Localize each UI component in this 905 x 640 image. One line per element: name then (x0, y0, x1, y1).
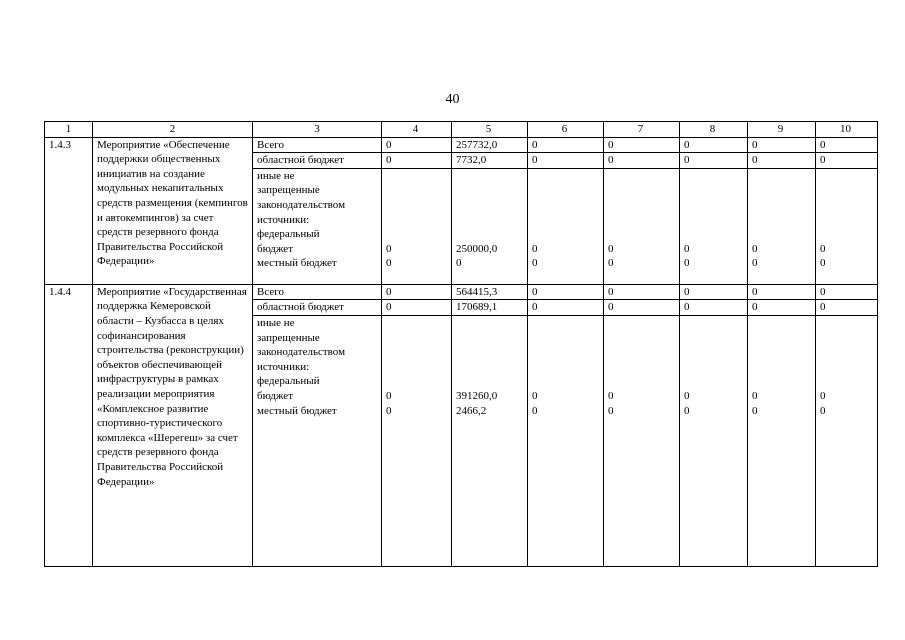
value-stack: 0 0 (604, 168, 680, 284)
budget-table (44, 121, 878, 567)
header-cell: 9 (748, 122, 816, 138)
value-cell: 0 (382, 137, 452, 153)
header-cell: 3 (253, 122, 382, 138)
value-stack: 0 0 (604, 315, 680, 566)
value-stack: 391260,0 2466,2 (452, 315, 528, 566)
header-cell: 5 (452, 122, 528, 138)
row-description: Мероприятие «Государственная поддержка Кемеровской области – Кузбасса в целях софинансирования строительства (реконструкции) объектов обеспечивающей инфраструктуры в рамках реализации мероприятия «Комплексное развитие спортивно-туристического комплекса «Шерегеш» за счет средств резервного фонда Правительства Российской Федерации» (93, 284, 253, 566)
source-regional: областной бюджет (253, 153, 382, 169)
value-cell: 170689,1 (452, 300, 528, 316)
value-cell: 0 (680, 153, 748, 169)
value-cell: 0 (528, 137, 604, 153)
table-row (45, 137, 878, 153)
value-cell: 7732,0 (452, 153, 528, 169)
value-cell: 0 (748, 153, 816, 169)
header-cell: 2 (93, 122, 253, 138)
page-number: 40 (445, 92, 460, 107)
value-stack: 0 0 (680, 315, 748, 566)
header-cell: 6 (528, 122, 604, 138)
source-total: Всего (253, 284, 382, 300)
value-cell: 0 (382, 300, 452, 316)
table-header-row (45, 122, 878, 138)
value-cell: 0 (604, 137, 680, 153)
header-cell: 7 (604, 122, 680, 138)
value-cell: 0 (528, 300, 604, 316)
value-cell: 0 (382, 284, 452, 300)
value-stack: 0 0 (816, 315, 878, 566)
value-cell: 0 (604, 153, 680, 169)
value-cell: 0 (748, 284, 816, 300)
value-cell: 0 (748, 300, 816, 316)
value-cell: 0 (680, 300, 748, 316)
value-stack: 250000,0 0 (452, 168, 528, 284)
row-number: 1.4.4 (45, 284, 93, 566)
value-cell: 257732,0 (452, 137, 528, 153)
value-stack: 0 0 (748, 168, 816, 284)
value-stack: 0 0 (528, 315, 604, 566)
value-cell: 0 (816, 153, 878, 169)
header-cell: 1 (45, 122, 93, 138)
source-other: иные не запрещенные законодательством источники: федеральный бюджет местный бюджет (253, 315, 382, 566)
source-regional: областной бюджет (253, 300, 382, 316)
value-cell: 0 (680, 284, 748, 300)
value-cell: 0 (604, 300, 680, 316)
source-total: Всего (253, 137, 382, 153)
value-stack: 0 0 (382, 168, 452, 284)
value-cell: 0 (382, 153, 452, 169)
row-description: Мероприятие «Обеспечение поддержки общественных инициатив на создание модульных некапитальных средств размещения (кемпингов и автокемпингов) за счет средств резервного фонда Правительства Российской Федерации» (93, 137, 253, 284)
value-stack: 0 0 (382, 315, 452, 566)
value-cell: 0 (816, 300, 878, 316)
value-cell: 0 (680, 137, 748, 153)
value-cell: 0 (604, 284, 680, 300)
header-cell: 8 (680, 122, 748, 138)
value-cell: 0 (816, 137, 878, 153)
value-stack: 0 0 (816, 168, 878, 284)
header-cell: 4 (382, 122, 452, 138)
value-stack: 0 0 (680, 168, 748, 284)
value-cell: 0 (528, 153, 604, 169)
source-other: иные не запрещенные законодательством источники: федеральный бюджет местный бюджет (253, 168, 382, 284)
value-stack: 0 0 (528, 168, 604, 284)
table-row (45, 284, 878, 300)
value-cell: 0 (528, 284, 604, 300)
value-cell: 564415,3 (452, 284, 528, 300)
header-cell: 10 (816, 122, 878, 138)
row-number: 1.4.3 (45, 137, 93, 284)
value-cell: 0 (816, 284, 878, 300)
value-stack: 0 0 (748, 315, 816, 566)
value-cell: 0 (748, 137, 816, 153)
